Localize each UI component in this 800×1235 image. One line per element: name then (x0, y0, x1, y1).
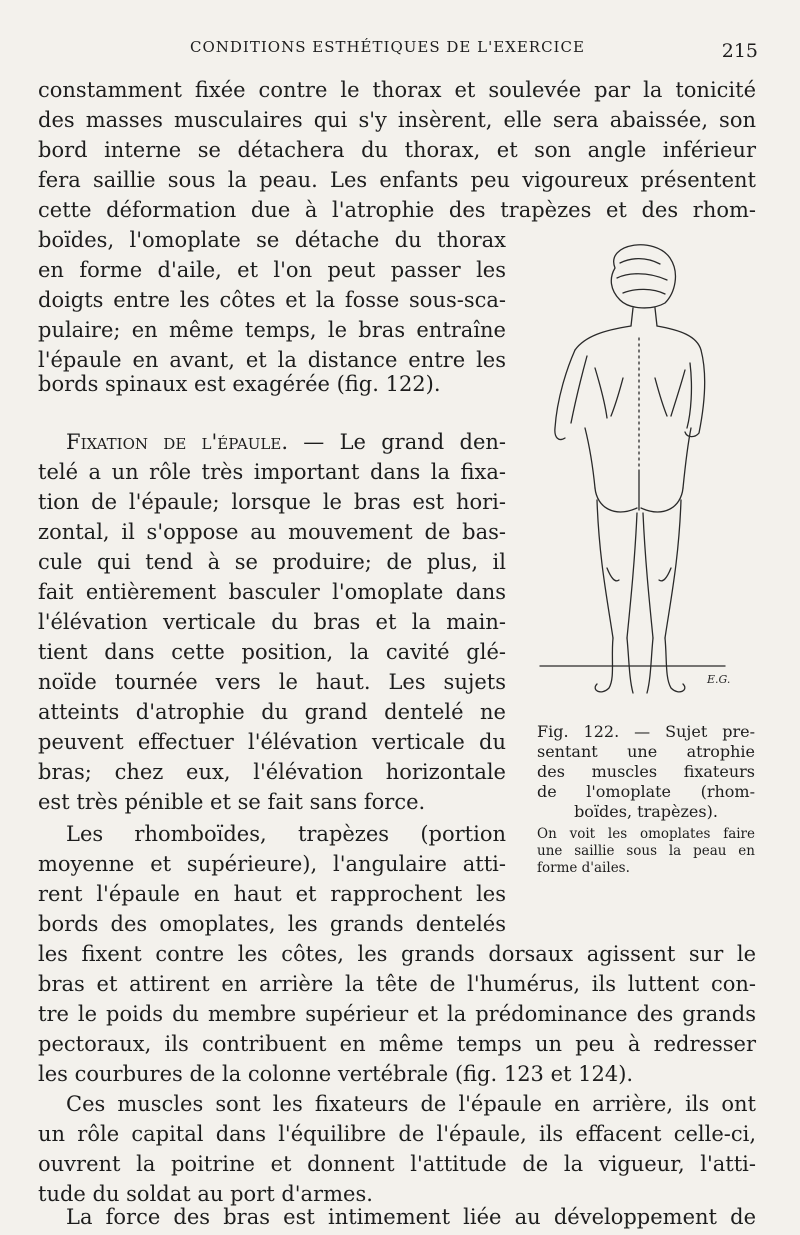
text-line: pulaire; en même temps, le bras entraîne (38, 318, 506, 342)
caption-note-line: une saillie sous la peau en (537, 843, 755, 859)
text-line: un rôle capital dans l'équilibre de l'épaule, ils effacent celle-ci, (38, 1122, 756, 1146)
page-number: 215 (721, 40, 758, 62)
text-line: tre le poids du membre supérieur et la prédominance des grands (38, 1002, 756, 1026)
text-line: telé a un rôle très important dans la fixa- (38, 460, 506, 484)
text-line: en forme d'aile, et l'on peut passer les (38, 258, 506, 282)
text-line: bord interne se détachera du thorax, et son angle inférieur (38, 138, 756, 162)
text-line: La force des bras est intimement liée au développement de (66, 1205, 756, 1229)
section-first-line-rest: — Le grand den- (288, 430, 506, 454)
section-first-line (66, 428, 506, 457)
text-line: rent l'épaule en haut et rapprochent les (38, 882, 506, 906)
text-line: ouvrent la poitrine et donnent l'attitude de la vigueur, l'atti- (38, 1152, 756, 1176)
text-line: l'élévation verticale du bras et la main- (38, 610, 506, 634)
text-line: boïdes, l'omoplate se détache du thorax (38, 228, 506, 252)
artist-signature: E.G. (707, 673, 731, 686)
caption-line: Fig. 122. — Sujet pre- (537, 722, 755, 741)
text-line: Ces muscles sont les fixateurs de l'épaule en arrière, ils ont (66, 1092, 756, 1116)
text-line: peuvent effectuer l'élévation verticale du (38, 730, 506, 754)
text-line: l'épaule en avant, et la distance entre les (38, 348, 506, 372)
text-line: pectoraux, ils contribuent en même temps un peu à redresser (38, 1032, 756, 1056)
text-line: fait entièrement basculer l'omoplate dans (38, 580, 506, 604)
text-line: cule qui tend à se produire; de plus, il (38, 550, 506, 574)
caption-note-line: forme d'ailes. (537, 860, 630, 876)
text-line: bords des omoplates, les grands dentelés (38, 912, 506, 936)
caption-line: des muscles fixateurs (537, 762, 755, 781)
text-line: fera saillie sous la peau. Les enfants peu vigoureux présentent (38, 168, 756, 192)
caption-line: boïdes, trapèzes). (574, 802, 718, 821)
caption-note-line: On voit les omoplates faire (537, 826, 755, 842)
text-line: moyenne et supérieure), l'angulaire atti- (38, 852, 506, 876)
text-line: des masses musculaires qui s'y insèrent, elle sera abaissée, son (38, 108, 756, 132)
text-line: bras et attirent en arrière la tête de l'humérus, ils luttent con- (38, 972, 756, 996)
text-line: bras; chez eux, l'élévation horizontale (38, 760, 506, 784)
text-line: les courbures de la colonne vertébrale (fig. 123 et 124). (38, 1062, 634, 1086)
figure-caption (537, 722, 755, 877)
running-title: CONDITIONS ESTHÉTIQUES DE L'EXERCICE (190, 38, 585, 56)
figure-illustration (535, 238, 765, 708)
text-line: tude du soldat au port d'armes. (38, 1182, 373, 1206)
text-line: tient dans cette position, la cavité glé- (38, 640, 506, 664)
caption-line: sentant une atrophie (537, 742, 755, 761)
text-line: tion de l'épaule; lorsque le bras est hori- (38, 490, 506, 514)
standing-figure-drawing (535, 238, 765, 708)
text-line: Les rhomboïdes, trapèzes (portion (66, 822, 506, 846)
text-line: cette déformation due à l'atrophie des trapèzes et des rhom- (38, 198, 756, 222)
text-line: bords spinaux est exagérée (fig. 122). (38, 372, 441, 396)
text-line: atteints d'atrophie du grand dentelé ne (38, 700, 506, 724)
caption-line: de l'omoplate (rhom- (537, 782, 755, 801)
text-line: doigts entre les côtes et la fosse sous-sca- (38, 288, 506, 312)
text-line: constamment fixée contre le thorax et soulevée par la tonicité (38, 78, 756, 102)
section-heading: Fixation de l'épaule. (66, 430, 289, 454)
text-line: est très pénible et se fait sans force. (38, 790, 426, 814)
text-line: zontal, il s'oppose au mouvement de bas- (38, 520, 506, 544)
text-line: les fixent contre les côtes, les grands dorsaux agissent sur le (38, 942, 756, 966)
text-line: noïde tournée vers le haut. Les sujets (38, 670, 506, 694)
